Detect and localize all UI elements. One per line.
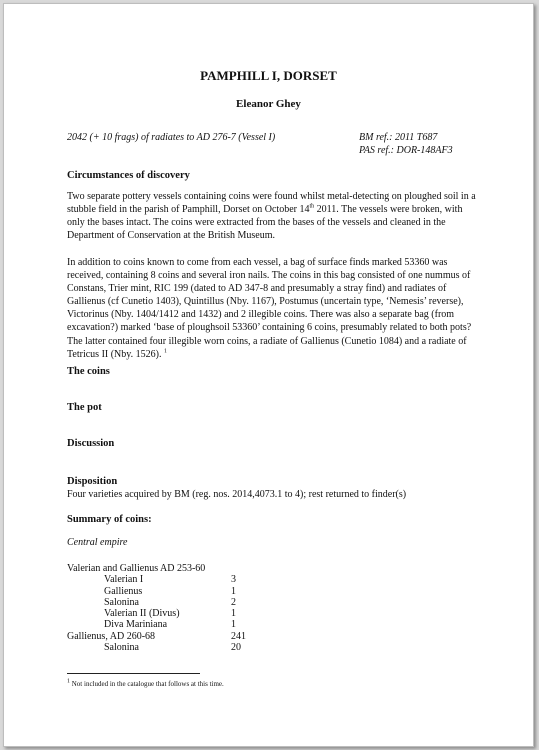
coin-table-row bbox=[67, 608, 367, 619]
coin-count: 1 bbox=[231, 619, 236, 631]
coin-count: 241 bbox=[231, 630, 246, 642]
circumstances-heading: Circumstances of discovery bbox=[67, 170, 190, 181]
coin-table-row bbox=[67, 642, 367, 653]
document-page bbox=[3, 3, 534, 747]
coin-table-row bbox=[67, 619, 367, 630]
coin-ruler-label: Salonina bbox=[104, 596, 139, 608]
coin-table-row bbox=[67, 597, 367, 608]
coin-count: 3 bbox=[231, 574, 236, 586]
coin-table-row bbox=[67, 631, 367, 642]
coin-summary-table bbox=[67, 563, 367, 653]
hoard-summary-line: 2042 (+ 10 frags) of radiates to AD 276-7 (Vessel I) bbox=[67, 132, 276, 143]
disposition-heading: Disposition bbox=[67, 476, 118, 487]
coin-table-row bbox=[67, 563, 367, 574]
coin-ruler-label: Valerian and Gallienus AD 253-60 bbox=[67, 563, 206, 574]
footnote-reference: 1 bbox=[163, 348, 167, 355]
coin-count: 20 bbox=[231, 642, 241, 654]
disposition-text: Four varieties acquired by BM (reg. nos. 2014,4073.1 to 4); rest returned to finder(s) bbox=[67, 489, 407, 500]
central-empire-label: Central empire bbox=[67, 537, 128, 548]
coin-table-row bbox=[67, 586, 367, 597]
author-name: Eleanor Ghey bbox=[236, 98, 301, 110]
pas-reference: PAS ref.: DOR-148AF3 bbox=[359, 145, 453, 156]
coin-ruler-label: Gallienus, AD 260-68 bbox=[67, 630, 156, 642]
discussion-heading: Discussion bbox=[67, 438, 115, 449]
coin-count: 2 bbox=[231, 596, 236, 608]
coin-count: 1 bbox=[231, 608, 236, 620]
surface-finds-paragraph: In addition to coins known to come from each vessel, a bag of surface finds marked 53360 was received, containing 8 coins and several iron nails. The coins in this bag consisted of one nummus of Constans, Trier mint, RIC 199 (dated to AD 347-8 and presumably a stray find) and radiates of Gallienus (cf Cunetio 1403), Quintillus (Nby. 1167), Postumus (uncertain type, ‘Nemesis’ reverse), Victorinus (Nby. 1404/1412 and 1432) and 2 illegible coins. There was also a separate bag (from excavation?) marked ‘base of ploughsoil 53360’ containing 6 coins, presumably related to both pots? The latter contained four illegible worn coins, a radiate of Gallienus (Cunetio 1084) and a radiate of Tetricus II (Nby. 1526). $^1$ bbox=[67, 257, 472, 360]
footnote-divider bbox=[67, 673, 200, 674]
coins-heading: The coins bbox=[67, 366, 110, 377]
coin-ruler-label: Valerian I bbox=[104, 574, 144, 586]
bm-reference: BM ref.: 2011 T687 bbox=[359, 132, 438, 143]
pot-heading: The pot bbox=[67, 402, 102, 413]
discovery-paragraph: Two separate pottery vessels containing coins were found whilst metal-detecting on ploughed soil in a stubble field in the parish of Pamphill, Dorset on October 14th 2011. The vessels were broken, with only the bases intact. The coins were extracted from the bases of the vessels and cleaned in the Department of Conservation at the British Museum. bbox=[67, 191, 476, 242]
document-title: PAMPHILL I, DORSET bbox=[200, 68, 337, 83]
footnote: $^1$ Not included in the catalogue that follows at this time. bbox=[67, 678, 224, 688]
coin-ruler-label: Valerian II (Divus) bbox=[104, 608, 180, 620]
coin-table-row bbox=[67, 574, 367, 585]
coin-ruler-label: Salonina bbox=[104, 642, 139, 654]
coin-ruler-label: Diva Mariniana bbox=[104, 619, 168, 631]
coin-count: 1 bbox=[231, 585, 236, 597]
coin-ruler-label: Gallienus bbox=[104, 585, 143, 597]
summary-heading: Summary of coins: bbox=[67, 514, 152, 525]
